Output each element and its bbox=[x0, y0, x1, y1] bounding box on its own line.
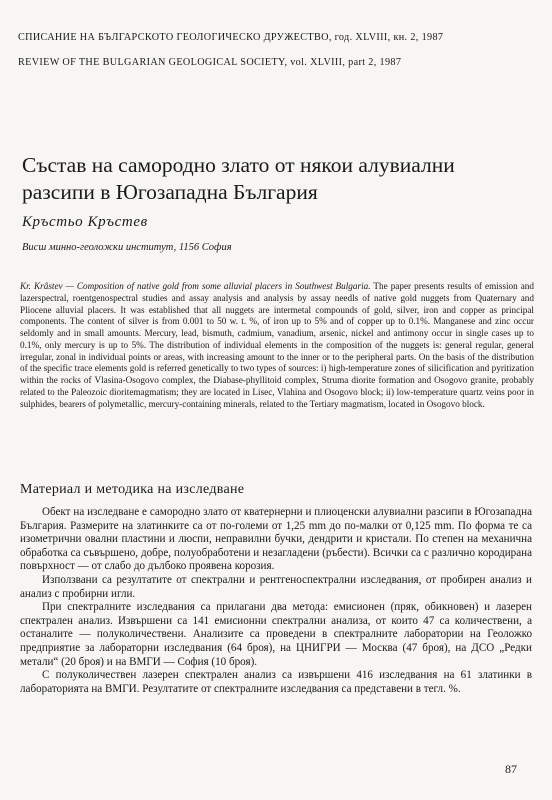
abstract-lead: Kr. Krâstev — Composition of native gold from some alluvial placers in Southwest Bulgaria. bbox=[20, 281, 371, 291]
author-affiliation: Висш минно-геоложки институт, 1156 София bbox=[22, 242, 232, 253]
paragraph: Обект на изследване е самородно злато от кватернерни и плиоценски алувиални разсипи в Югозападна България. Размерите на златинките са от по-големи от 1,25 mm до по-малки от 0,125 mm. По форма те са изометрични овални пластини и люспи, неправилни бучки, дендрити и кристали. По степен на механична обработка са съвършено, добре, полуобработени и незагладени (ръбести). Всички са с различно кородирана повърхност — от слабо до дълбоко проявена корозия. bbox=[20, 506, 532, 573]
paper-title: Състав на самородно злато от някои алувиални разсипи в Югозападна България bbox=[22, 153, 455, 204]
body-text bbox=[20, 506, 532, 696]
abstract-text: The paper presents results of emission and lazerspectral, roentgenospectral studies and assay analysis and analysis by assay needls of native gold nuggets from Quaternary and Pliocene alluvial placers. It was established that all nuggets are intermetal compounds of gold, silver, iron and copper as principal components. The content of silver is from 0.001 to 50 w. t. %, of iron up to 5% and of copper up to 0.1%. Manganese and zinc occur seldomly and in small amounts. Mercury, lead, bismuth, cadmium, vanadium, arsenic, nickel and antimony occur in single cases up to 0.1%, only mercury is up to 5%. The distribution of individual elements in the composition of the nuggets is: general regular, general irregular, zonal in individual points or areas, with increasing amount to the inner or to the peripheral parts. On the basis of the distribution of the specific trace elements gold is referred genetically to two types of sources: i) high-temperature zones of silicification and pyritization within the rocks of Vlasina-Osogovo complex, the Diabase-phyllitoid complex, Struma diorite formation and Osogovo granite, probably related to the Paleozoic dioritemagmatism; they are located in Lisec, Vlahina and Osogovo block; ii) low-temperature quartz veins poor in sulphides, bearers of polymetallic, mercury-containing minerals, related to the Tertiary magmatism, located in Osogovo block. bbox=[20, 281, 534, 409]
page-number: 87 bbox=[505, 762, 517, 776]
journal-header-en: REVIEW OF THE BULGARIAN GEOLOGICAL SOCIETY, vol. XLVIII, part 2, 1987 bbox=[18, 57, 402, 68]
journal-header-bg: СПИСАНИЕ НА БЪЛГАРСКОТО ГЕОЛОГИЧЕСКО ДРУЖЕСТВО, год. XLVIII, кн. 2, 1987 bbox=[18, 32, 444, 43]
paragraph: Използвани са резултатите от спектрални и рентгеноспектрални изследвания, от пробирен анализ и анализ с пробирни игли. bbox=[20, 573, 532, 600]
paragraph: С полуколичествен лазерен спектрален анализ са извършени 416 изследвания на 61 златинки в лабораторията на ВМГИ. Резултатите от спектралните изследвания са представени в тегл. %. bbox=[20, 669, 532, 695]
author-name: Кръстьо Кръстев bbox=[22, 214, 148, 230]
paragraph: При спектралните изследвания са прилагани два метода: емисионен (пряк, обикновен) и лазерен спектрален анализ. Извършени са 141 емисионни спектрални анализа, от които 47 са количествени, а останалите — полуколичествени. Анализите са проведени в спектралните лаборатории на Геоложко предприятие за лабораторни изследвания (64 броя), на ЦНИГРИ — Москва (47 броя), на ДСО „Редки метали“ (20 броя) и на ВМГИ — София (10 броя). bbox=[20, 601, 532, 668]
abstract bbox=[20, 281, 534, 410]
section-heading: Материал и методика на изследване bbox=[20, 482, 245, 497]
